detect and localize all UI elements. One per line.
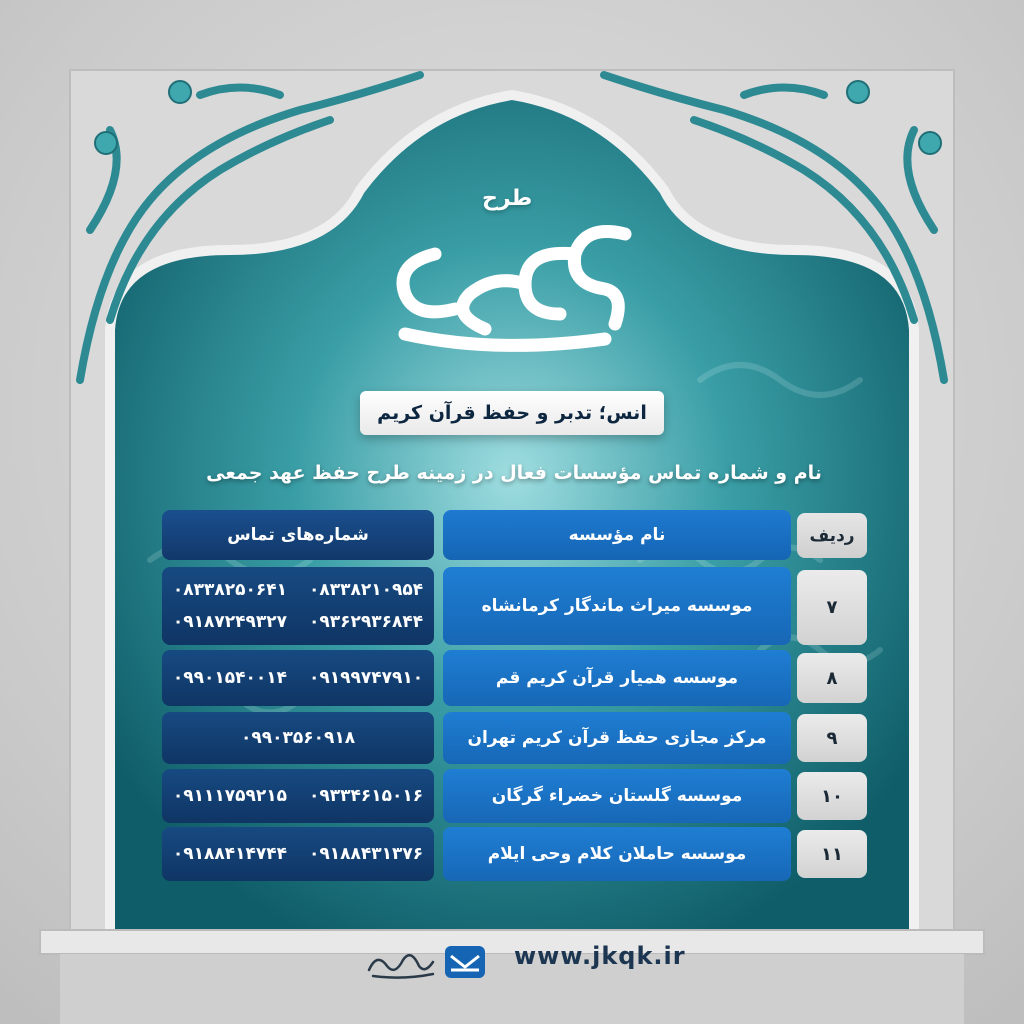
section-heading: نام و شماره تماس مؤسسات فعال در زمینه طرح حفظ عهد جمعی — [206, 462, 822, 484]
calligraphy-logo — [375, 214, 655, 364]
phone-line — [173, 580, 423, 600]
institute-name: موسسه حاملان کلام وحی ایلام — [443, 827, 791, 881]
phone-number[interactable]: ۰۹۱۸۷۲۴۹۳۲۷ — [172, 612, 287, 632]
phone-line — [173, 612, 423, 632]
calligraphy-logo-mark — [369, 955, 433, 977]
phone-number[interactable]: ۰۸۳۳۸۲۱۰۹۵۴ — [309, 580, 424, 600]
bottom-shelf — [40, 930, 984, 954]
phone-numbers — [162, 769, 434, 823]
phone-line — [241, 728, 355, 748]
column-header-phones: شماره‌های تماس — [162, 510, 434, 560]
phone-line — [173, 786, 423, 806]
phone-numbers — [162, 650, 434, 706]
row-number: ۷ — [797, 570, 867, 645]
subtitle-banner: انس؛ تدبر و حفظ قرآن کریم — [360, 391, 664, 435]
phone-number[interactable]: ۰۹۹۰۳۵۶۰۹۱۸ — [240, 728, 356, 748]
website-url[interactable]: www.jkqk.ir — [514, 942, 686, 970]
phone-number[interactable]: ۰۹۱۱۱۷۵۹۲۱۵ — [172, 786, 287, 806]
footer-logo — [363, 940, 493, 984]
phone-numbers — [162, 567, 434, 645]
phone-number[interactable]: ۰۹۱۸۸۴۱۴۷۴۴ — [172, 844, 287, 864]
phone-number[interactable]: ۰۹۳۶۲۹۳۶۸۴۴ — [309, 612, 424, 632]
row-number: ۹ — [797, 714, 867, 762]
institute-name: مرکز مجازی حفظ قرآن کریم تهران — [443, 712, 791, 764]
institute-name: موسسه میراث ماندگار کرمانشاه — [443, 567, 791, 645]
phone-line — [173, 844, 423, 864]
phone-number[interactable]: ۰۹۹۰۱۵۴۰۰۱۴ — [172, 668, 287, 688]
column-header-row: ردیف — [797, 513, 867, 558]
bottom-base — [60, 954, 964, 1024]
institute-name: موسسه گلستان خضراء گرگان — [443, 769, 791, 823]
phone-numbers — [162, 827, 434, 881]
phone-number[interactable]: ۰۸۳۳۸۲۵۰۶۴۱ — [172, 580, 287, 600]
row-number: ۸ — [797, 653, 867, 703]
plan-kicker: طرح — [482, 186, 533, 211]
phone-number[interactable]: ۰۹۱۸۸۴۳۱۳۷۶ — [309, 844, 424, 864]
row-number: ۱۱ — [797, 830, 867, 878]
institute-name: موسسه همیار قرآن کریم قم — [443, 650, 791, 706]
row-number: ۱۰ — [797, 772, 867, 820]
column-header-name: نام مؤسسه — [443, 510, 791, 560]
phone-number[interactable]: ۰۹۱۹۹۷۴۷۹۱۰ — [309, 668, 424, 688]
envelope-logo-icon — [445, 946, 485, 978]
phone-number[interactable]: ۰۹۳۳۴۶۱۵۰۱۶ — [309, 786, 424, 806]
phone-numbers — [162, 712, 434, 764]
phone-line — [173, 668, 423, 688]
